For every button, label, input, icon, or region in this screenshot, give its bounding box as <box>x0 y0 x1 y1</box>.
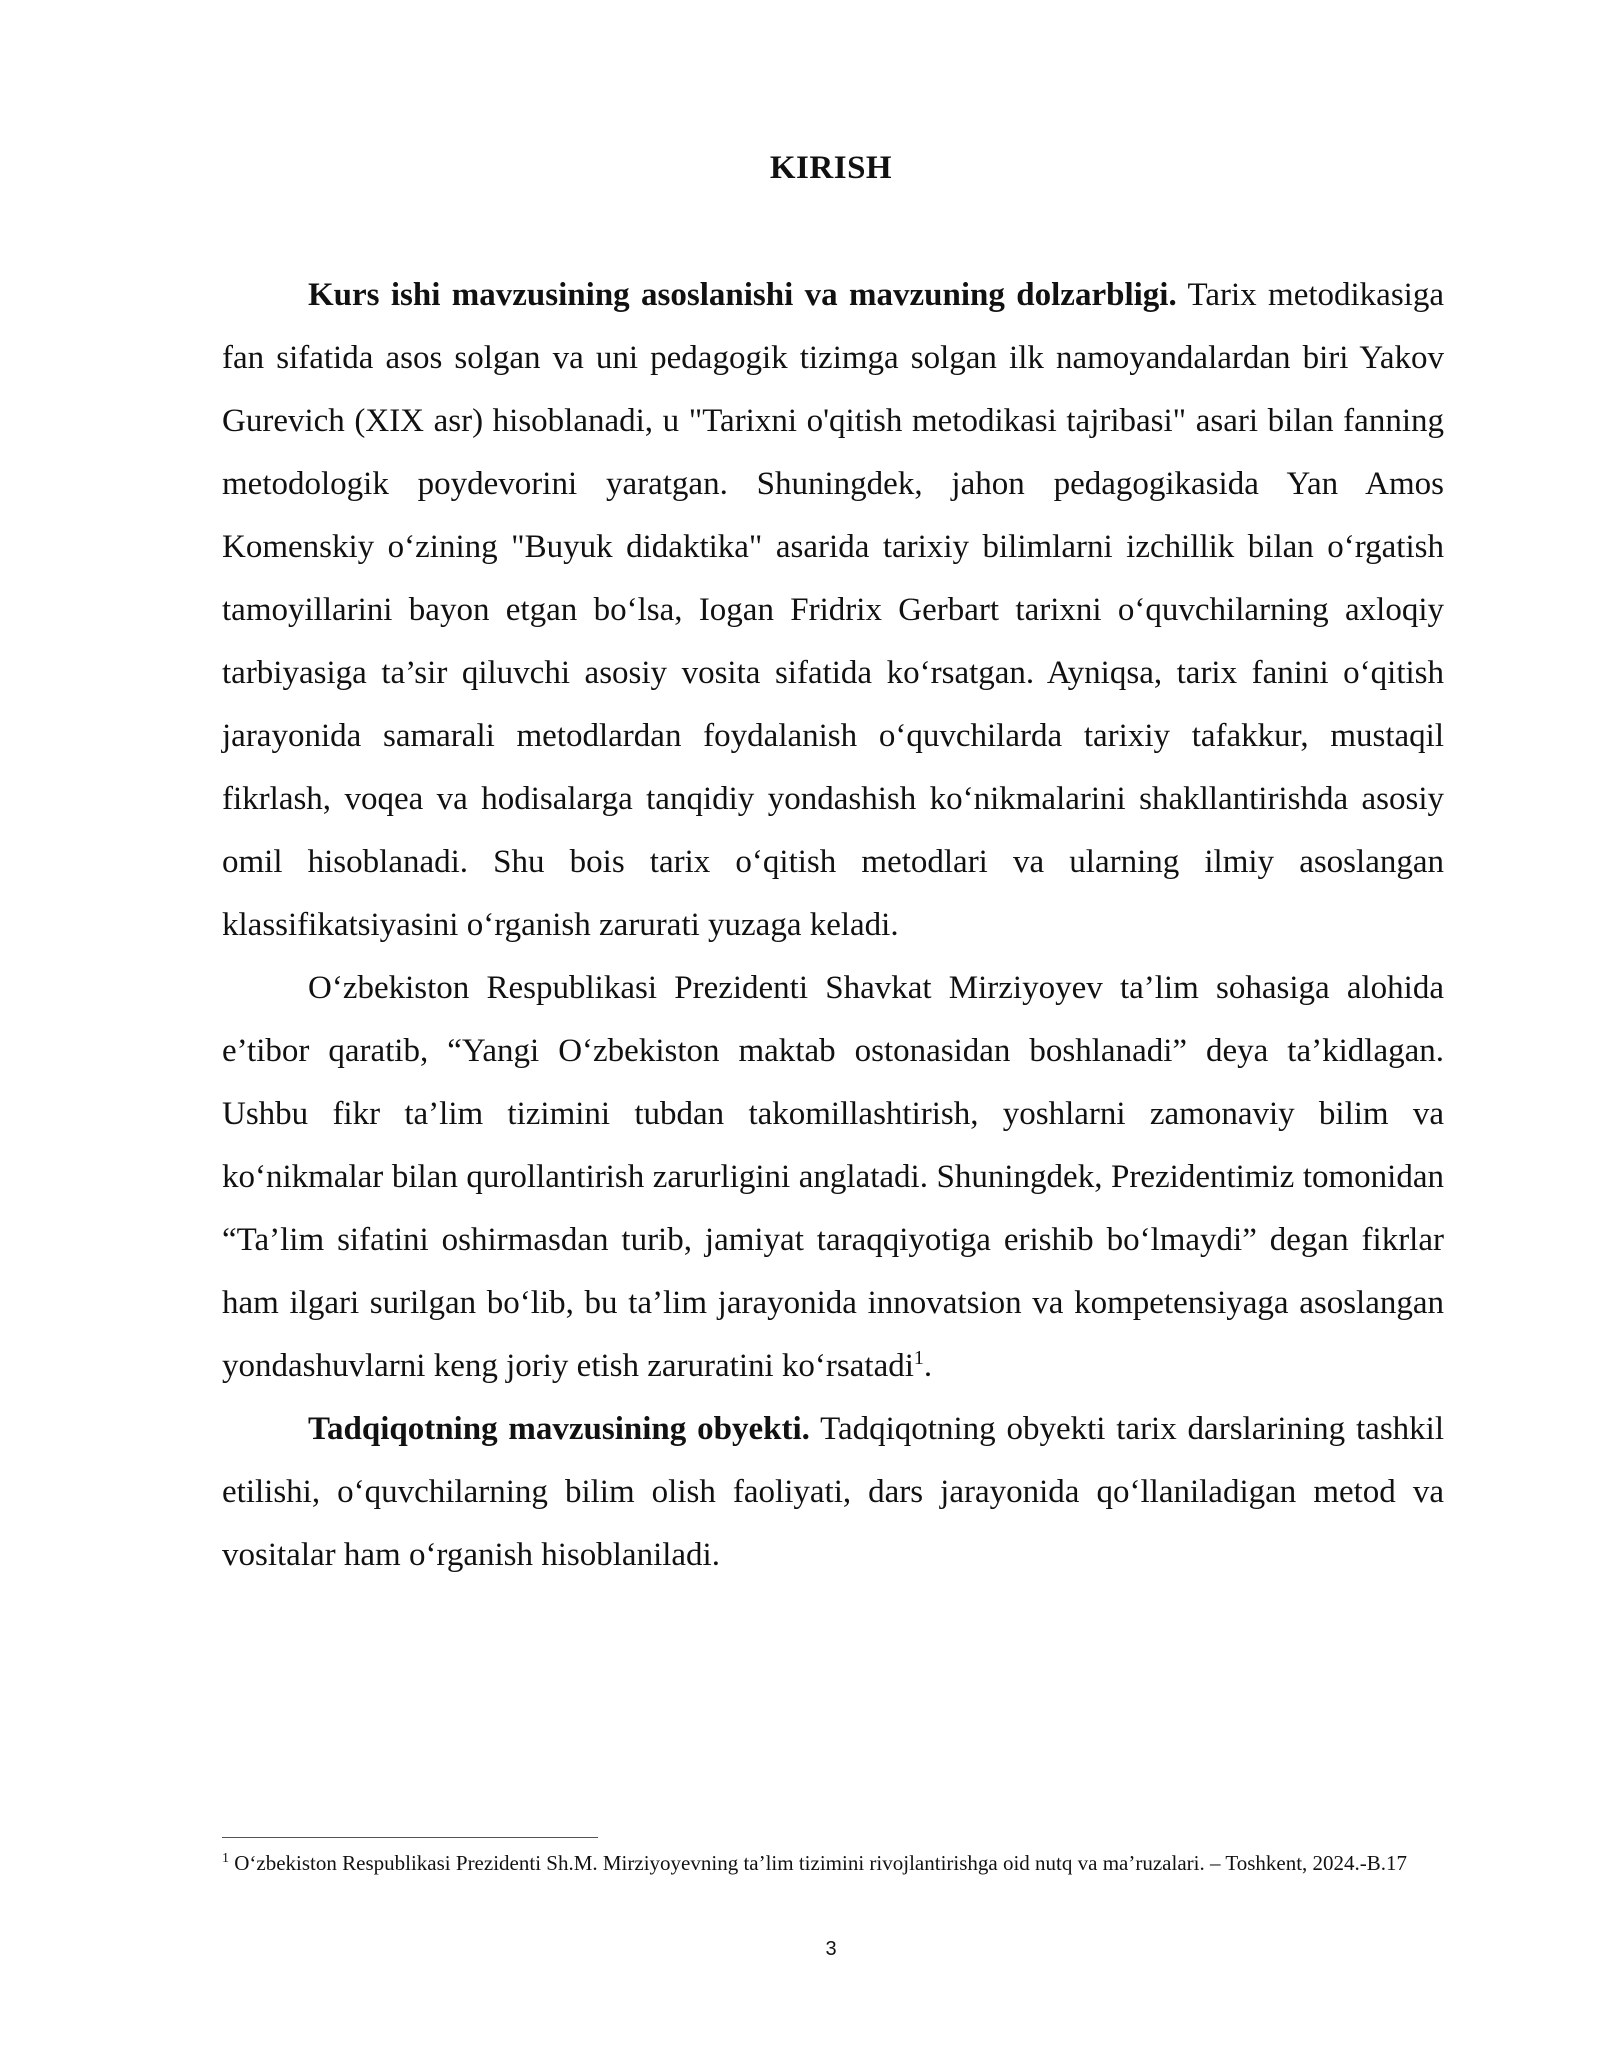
footnote-mark: 1 <box>222 1851 229 1866</box>
paragraph-lead: Kurs ishi mavzusining asoslanishi va mavzuning dolzarbligi. <box>308 277 1177 313</box>
footnote <box>222 1849 1444 1877</box>
paragraph-text: Tarix metodikasiga fan sifatida asos solgan va uni pedagogik tizimga solgan ilk namoyandalardan biri Yakov Gurevich (XIX asr) hisoblanadi, u "Tarixni o'qitish metodikasi tajribasi" asari bilan fanning metodologik poydevorini yaratgan. Shuningdek, jahon pedagogikasida Yan Amos Komenskiy o‘zining "Buyuk didaktika" asarida tarixiy bilimlarni izchillik bilan o‘rgatish tamoyillarini bayon etgan bo‘lsa, Iogan Fridrix Gerbart tarixni o‘quvchilarning axloqiy tarbiyasiga ta’sir qiluvchi asosiy vosita sifatida ko‘rsatgan. Ayniqsa, tarix fanini o‘qitish jarayonida samarali metodlardan foydalanish o‘quvchilarda tarixiy tafakkur, mustaqil fikrlash, voqea va hodisalarga tanqidiy yondashish ko‘nikmalarini shakllantirishda asosiy omil hisoblanadi. Shu bois tarix o‘qitish metodlari va ularning ilmiy asoslangan klassifikatsiyasini o‘rganish zarurati yuzaga keladi. <box>222 277 1444 943</box>
paragraph-text: O‘zbekiston Respublikasi Prezidenti Shavkat Mirziyoyev ta’lim sohasiga alohida e’tibor qaratib, “Yangi O‘zbekiston maktab ostonasidan boshlanadi” deya ta’kidlagan. Ushbu fikr ta’lim tizimini tubdan takomillashtirish, yoshlarni zamonaviy bilim va ko‘nikmalar bilan qurollantirish zarurligini anglatadi. Shuningdek, Prezidentimiz tomonidan “Ta’lim sifatini oshirmasdan turib, jamiyat taraqqiyotiga erishib bo‘lmaydi” degan fikrlar ham ilgari surilgan bo‘lib, bu ta’lim jarayonida innovatsion va kompetensiyaga asoslangan yondashuvlarni keng joriy etish zaruratini ko‘rsatadi <box>222 970 1444 1384</box>
footnote-divider <box>222 1837 598 1838</box>
footnote-reference[interactable]: 1 <box>913 1347 924 1369</box>
paragraph-president <box>222 957 1444 1398</box>
paragraph-lead: Tadqiqotning mavzusining obyekti. <box>308 1411 810 1447</box>
body-text <box>222 264 1444 1587</box>
paragraph-object <box>222 1398 1444 1587</box>
paragraph-trailing: . <box>923 1348 933 1384</box>
page-title: KIRISH <box>769 150 893 186</box>
footnote-text: O‘zbekiston Respublikasi Prezidenti Sh.M. Mirziyoyevning ta’lim tizimini rivojlantirishga oid nutq va ma’ruzalari. – Toshkent, 2024.-B.17 <box>229 1851 1408 1875</box>
page-number: 3 <box>825 1938 837 1960</box>
paragraph-text: Tadqiqotning obyekti tarix darslarining tashkil etilishi, o‘quvchilarning bilim olish faoliyati, dars jarayonida qo‘llaniladigan metod va vositalar ham o‘rganish hisoblaniladi. <box>222 1411 1444 1573</box>
paragraph-relevance <box>222 264 1444 957</box>
